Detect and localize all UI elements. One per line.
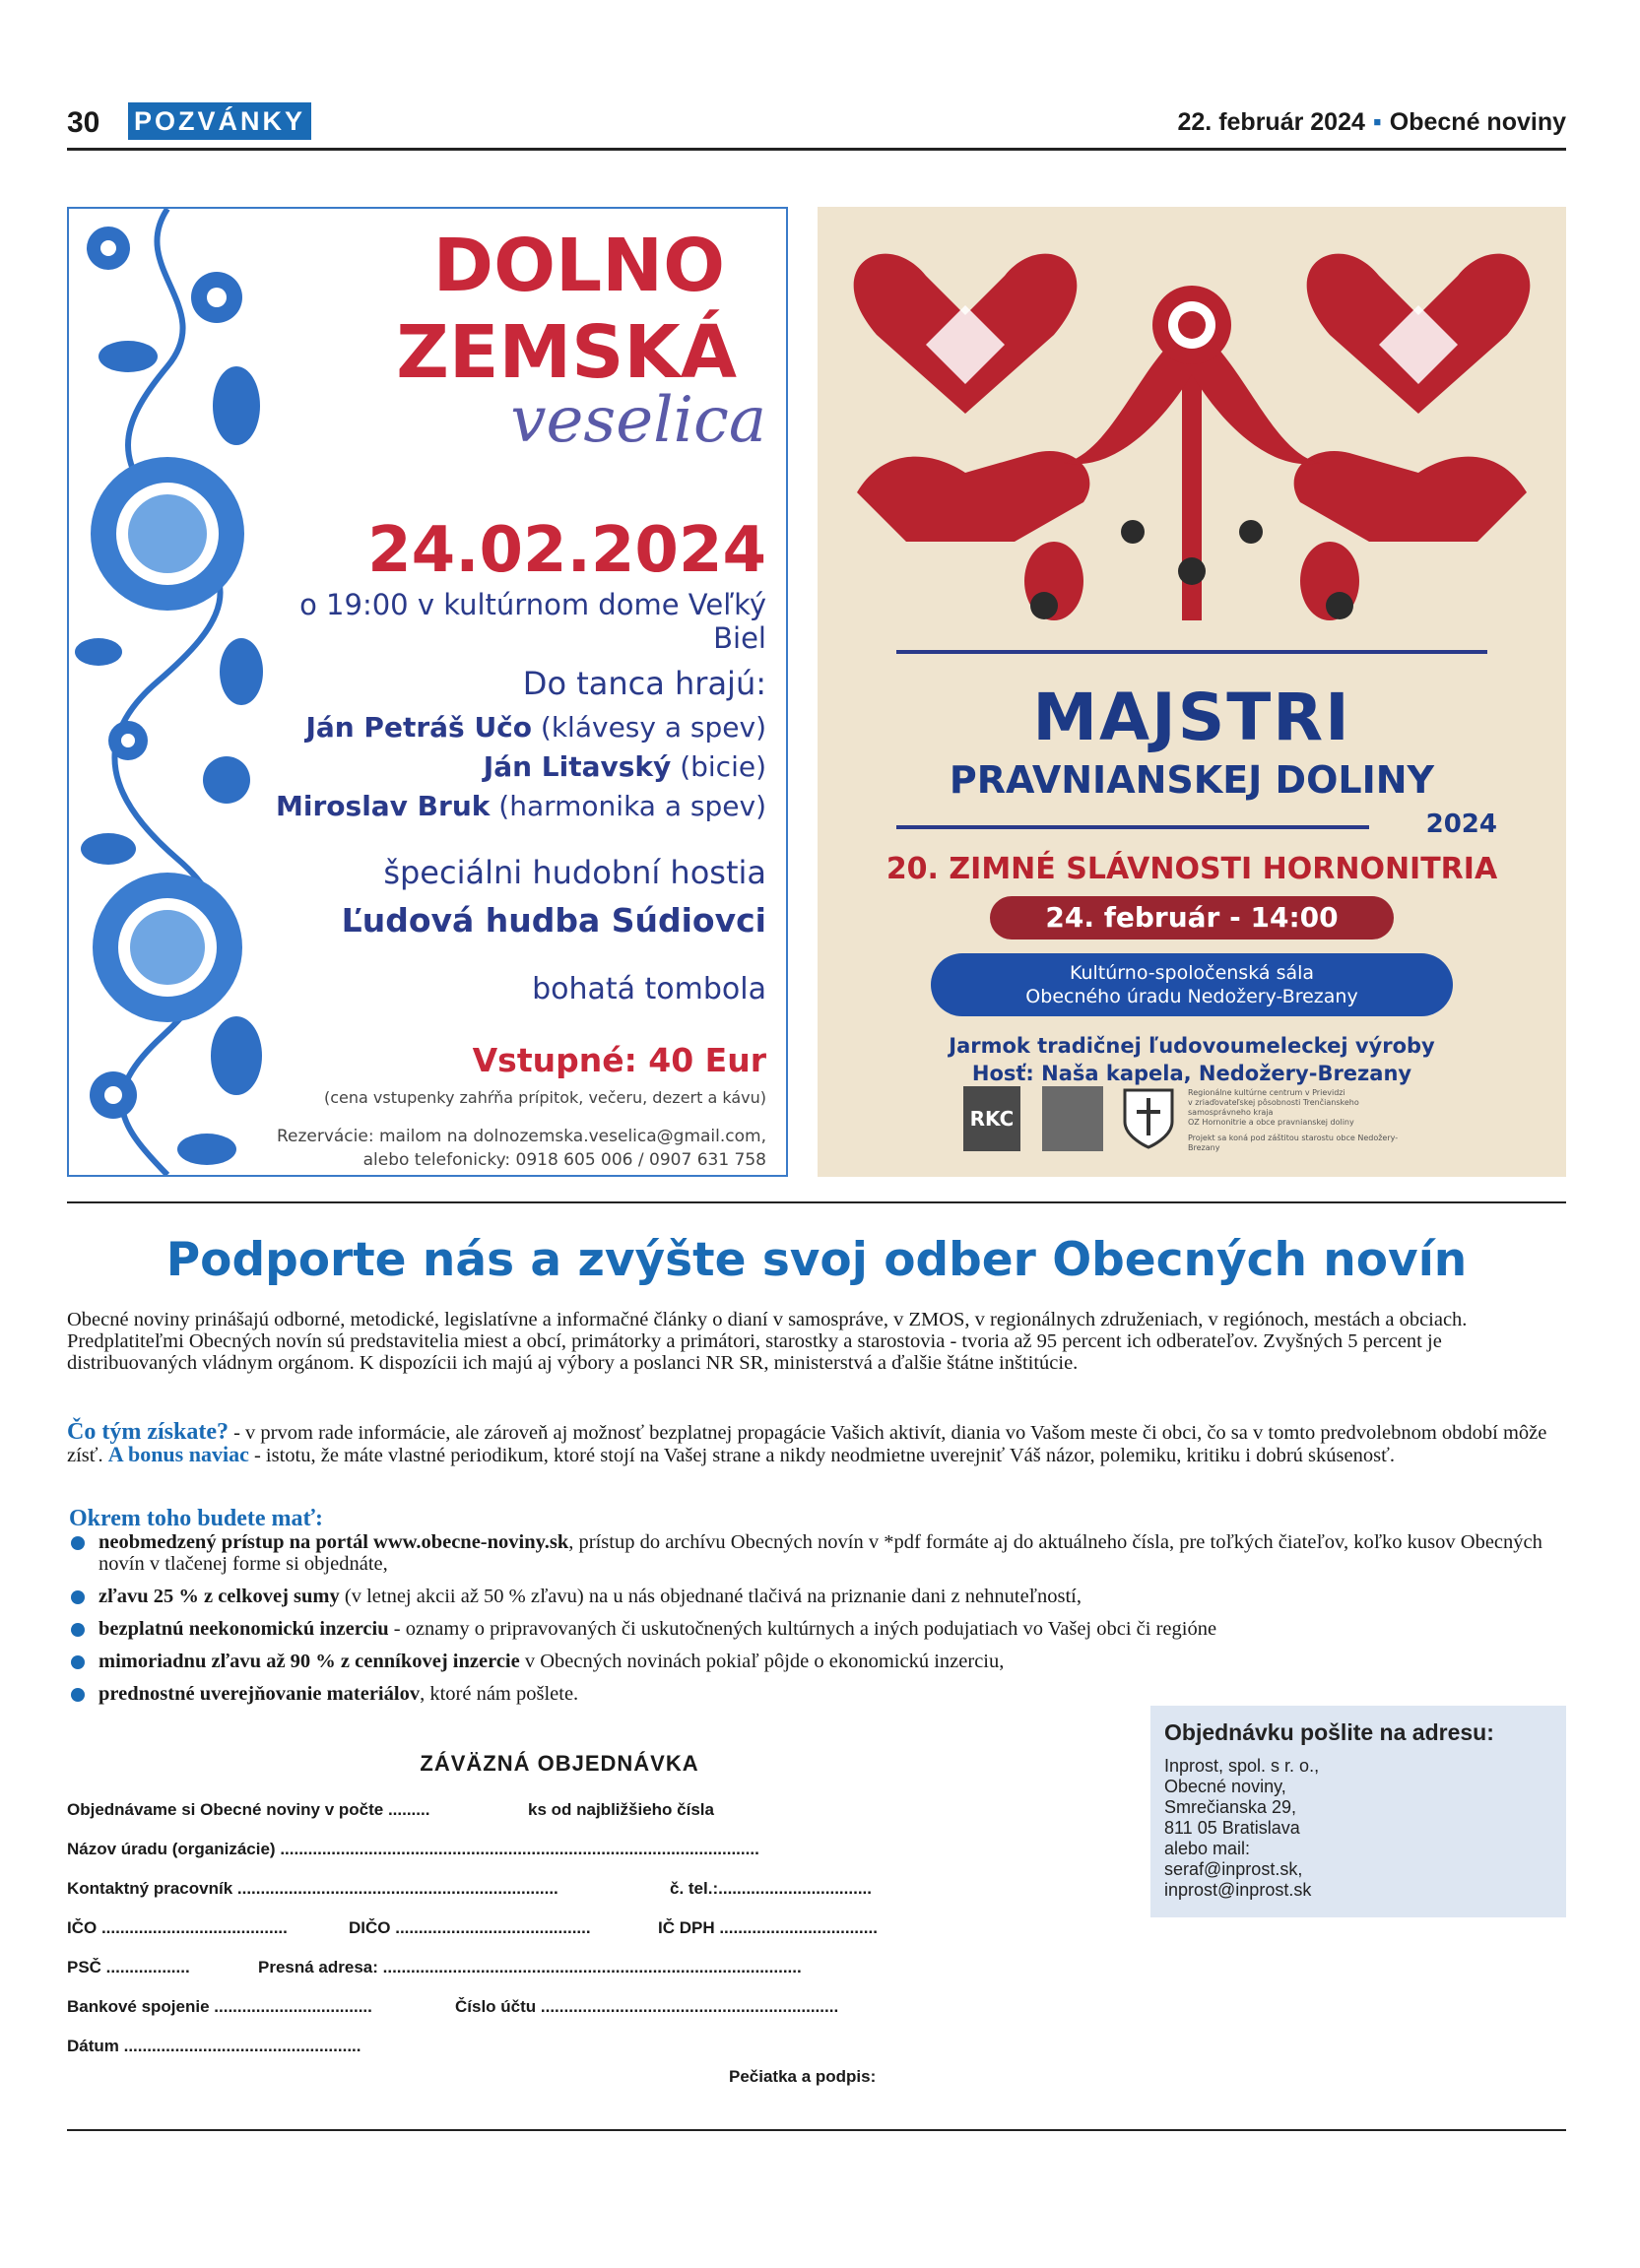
jarmok-line: Jarmok tradičnej ľudovoumeleckej výroby [949,1034,1435,1058]
form-row-date[interactable] [67,2037,924,2060]
musician-line [266,711,766,744]
bonus-label: A bonus naviac [107,1442,249,1466]
address-line: 811 05 Bratislava [1164,1818,1300,1838]
benefit-title: bezplatnú neekonomickú inzerciu [98,1618,389,1640]
list-item [67,1586,1566,1607]
poster-do-tanca: Do tanca hrajú: [522,665,766,702]
host-line: Hosť: Naša kapela, Nedožery-Brezany [971,1062,1412,1085]
poster-subtitle: PRAVNIANSKEJ DOLINY [949,758,1435,802]
poster-title-majstri: MAJSTRI [1032,680,1351,755]
list-item [67,1531,1566,1575]
form-label: Presná adresa: .......................................................................................... [258,1958,802,1976]
hornonitria-logo [1042,1086,1103,1151]
form-row-address[interactable] [67,1958,924,1981]
list-item [67,1618,1566,1640]
address-line: Obecné noviny, [1164,1777,1286,1796]
poster-event-date: 24.02.2024 [367,514,766,587]
entry-note: (cena vstupenky zahŕňa prípitok, večeru, dezert a kávu) [323,1088,766,1107]
poster-majstri-pravnianskej-doliny [818,207,1566,1177]
order-address-box [1150,1706,1566,1917]
form-label: ks od najbližšieho čísla [528,1800,714,1819]
benefit-text: v Obecných novinách pokiaľ pôjde o ekonomickú inzerciu, [519,1651,1005,1672]
signature-field[interactable]: Pečiatka a podpis: [729,2067,877,2086]
musician-name: Ján Petráš Učo [305,711,533,744]
paragraph-text: - istotu, že máte vlastné periodikum, ktoré stojí na Vašej strane a nikdy neodmietne uverejniť Váš názor, polemiku, kritiku i dobrú skúsenosť. [248,1445,1395,1466]
article-title: Podporte nás a zvýšte svoj odber Obecných novín [165,1233,1468,1287]
entry-price: Vstupné: 40 Eur [472,1041,766,1079]
address-line: Inprost, spol. s r. o., [1164,1756,1320,1776]
venue-line-2: Obecného úradu Nedožery-Brezany [1025,986,1358,1007]
form-row-organization[interactable] [67,1840,924,1863]
form-row-ids[interactable] [67,1918,924,1942]
musician-role: (bicie) [671,750,766,783]
poster-divider [896,825,1369,829]
article-paragraph: Obecné noviny prinášajú odborné, metodické, legislatívne a informačné články o dianí v samospráve, v ZMOS, v regionálnych združeniach, v regiónoch, mestách a obciach. Predplatiteľmi Obecných novín sú predstavitelia miest a obcí, primátorky a primátori, starostky a starostovia - tvoria až 95 percent ich odberateľov. Zvyšných 5 percent je distribuovaných vládnym orgánom. K dispozícii ich majú aj výbory a poslanci NR SR, ministerstvá a ďalšie štátne inštitúcie. [67,1309,1468,1374]
issue-info [1178,108,1567,137]
benefit-title: zľavu 25 % z celkovej sumy [98,1586,340,1607]
benefit-text: (v letnej akcii až 50 % zľavu) na u nás objednané tlačivá na priznanie dani z nehnuteľností, [339,1586,1082,1607]
list-item [67,1651,1566,1672]
bullet-icon [71,1536,85,1550]
musician-role: (klávesy a spev) [532,711,766,744]
form-row-quantity[interactable] [67,1800,924,1824]
form-label: IČ DPH .................................. [658,1918,878,1937]
form-label: PSČ .................. [67,1958,190,1976]
bullet-icon [71,1623,85,1637]
paragraph-text: - v prvom rade informácie, ale zároveň aj možnosť bezplatnej propagácie Vašich aktivít, diania vo Vašom meste či obci, čo sa v tomto predvolebnom období môže zísť. [67,1422,1547,1466]
address-heading: Objednávku pošlite na adresu: [1164,1719,1494,1745]
poster-year: 2024 [1425,810,1497,839]
form-label: č. tel.:................................. [670,1879,872,1898]
organizer-note [1188,1088,1424,1153]
musician-role: (harmonika a spev) [490,790,766,822]
list-item [67,1683,1566,1705]
poster-venue [931,953,1453,1016]
page-header [67,102,1566,144]
benefit-title: neobmedzený prístup na portál www.obecne-noviny.sk [98,1531,569,1553]
folk-art-illustration [818,207,1566,640]
order-form-title: ZÁVÄZNÁ OBJEDNÁVKA [420,1751,699,1776]
poster-dolnozemska-veselica [67,207,788,1177]
form-label: Názov úradu (organizácie) ....................................................................................................... [67,1840,759,1858]
section-label: POZVÁNKY [128,102,311,140]
sponsor-logos [963,1086,1416,1151]
bullet-icon [71,1688,85,1702]
section-rule [67,1201,1566,1203]
poster-program [818,1032,1566,1087]
bullet-icon [71,1590,85,1604]
article-paragraph [67,1421,1566,1466]
musician-line [266,750,766,783]
publication-name: Obecné noviny [1389,108,1566,136]
venue-line-1: Kultúrno-spoločenská sála [1069,962,1315,984]
special-guest-label: špeciálni hudobní hostia [383,854,766,891]
benefits-list [67,1531,1566,1716]
coat-of-arms-icon [1121,1086,1176,1151]
poster-divider [896,650,1487,654]
footer-rule [67,2129,1566,2131]
header-separator: ▪ [1372,108,1382,136]
lead-question: Čo tým získate? [67,1419,229,1445]
poster-title-dolno: DOLNO [432,224,725,308]
form-label: Bankové spojenie .................................. [67,1997,372,2016]
tombola-text: bohatá tombola [532,972,766,1006]
benefit-title: mimoriadnu zľavu až 90 % z cenníkovej inzercie [98,1651,520,1672]
poster-title-zemska: ZEMSKÁ [396,310,737,395]
bullet-icon [71,1655,85,1669]
organizer-line: Projekt sa koná pod záštitou starostu obce Nedožery-Brezany [1188,1134,1399,1152]
form-label: DIČO .......................................... [349,1918,591,1937]
organizer-line: v zriaďovateľskej pôsobnosti Trenčianskeho samosprávneho kraja [1188,1098,1359,1117]
musician-name: Ján Litavský [483,750,672,783]
reservation-email: Rezervácie: mailom na dolnozemska.veselica@gmail.com, [276,1127,766,1146]
benefit-title: prednostné uverejňovanie materiálov [98,1683,421,1705]
organizer-line: OZ Hornonitrie a obce pravnianskej doliny [1188,1118,1354,1127]
form-row-contact[interactable] [67,1879,924,1903]
benefits-heading: Okrem toho budete mať: [69,1506,324,1531]
form-label: IČO ........................................ [67,1918,288,1937]
issue-date: 22. február 2024 [1177,108,1365,136]
poster-time-place: o 19:00 v kultúrnom dome Veľký Biel [299,588,766,655]
address-line: alebo mail: [1164,1839,1251,1858]
benefit-text: , prístup do archívu Obecných novín v *pdf formáte aj do aktuálneho čísla, pre toľkých čiateľov, koľko kusov Obecných novín v tlačenej forme si objednáte, [98,1531,1542,1575]
address-line: Smrečianska 29, [1164,1797,1297,1817]
email-link[interactable]: seraf@inprost.sk, [1164,1859,1303,1879]
musician-line [266,790,766,822]
page-number: 30 [67,106,100,139]
poster-event-name: 20. ZIMNÉ SLÁVNOSTI HORNONITRIA [886,852,1498,886]
form-label: Dátum ................................................... [67,2037,361,2055]
rkc-logo: RKC [963,1086,1020,1151]
form-row-bank[interactable] [67,1997,924,2021]
poster-title-script: veselica [510,384,766,457]
email-link[interactable]: inprost@inprost.sk [1164,1880,1312,1900]
reservation-phone: alebo telefonicky: 0918 605 006 / 0907 631 758 [362,1150,766,1170]
special-guest-name: Ľudová hudba Súdiovci [341,901,766,940]
benefit-text: - oznamy o pripravovaných či uskutočnených kultúrnych a iných podujatiach vo Vašej obci či regióne [388,1618,1217,1640]
folk-ornament-border [69,209,278,1175]
organizer-line: Regionálne kultúrne centrum v Prievidzi [1188,1088,1345,1097]
poster-date-time: 24. február - 14:00 [990,896,1394,940]
header-rule [67,148,1566,151]
form-label: Objednávame si Obecné noviny v počte ......... [67,1800,430,1819]
musician-name: Miroslav Bruk [276,790,491,822]
form-label: Kontaktný pracovník ..................................................................... [67,1879,558,1898]
form-label: Číslo účtu ................................................................ [455,1997,839,2016]
benefit-text: , ktoré nám pošlete. [420,1683,579,1705]
